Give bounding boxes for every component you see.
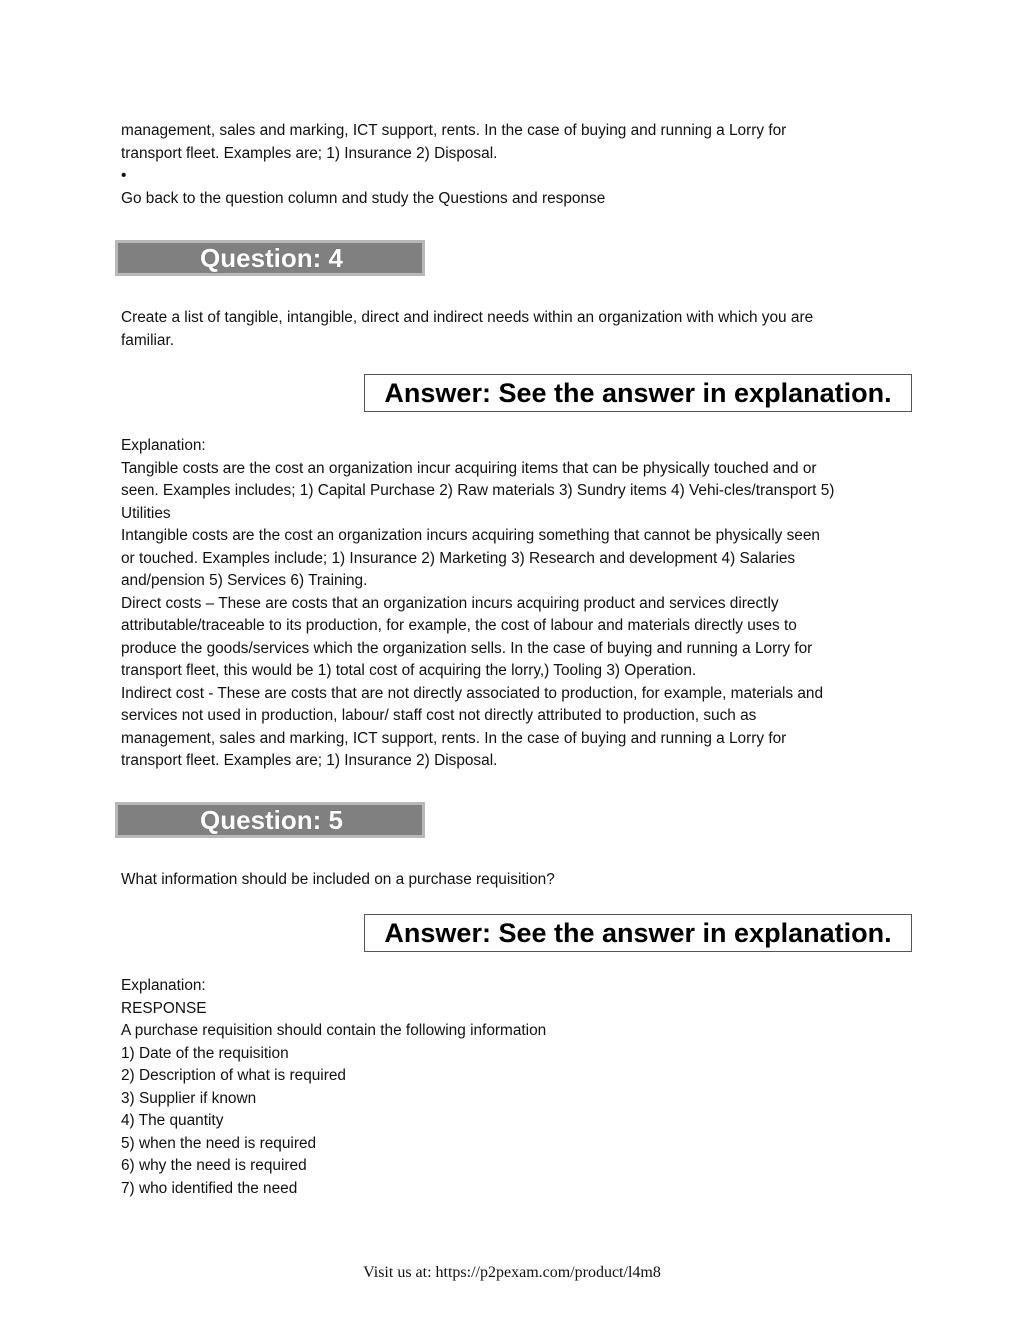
text-line: Utilities — [121, 504, 171, 522]
question-5-answer-box: Answer: See the answer in explanation. — [364, 914, 912, 952]
list-item: 5) when the need is required — [121, 1134, 317, 1152]
list-item: 1) Date of the requisition — [121, 1044, 289, 1062]
text-line: and/pension 5) Services 6) Training. — [121, 572, 368, 589]
text-line: produce the goods/services which the organization sells. In the case of buying and running a Lorry for — [121, 639, 813, 657]
text-line: Intangible costs are the cost an organization incurs acquiring something that cannot be physically seen — [121, 527, 820, 544]
question-5-banner: Question: 5 — [115, 802, 425, 838]
text-line: What information should be included on a purchase requisition? — [121, 871, 555, 888]
list-item: 2) Description of what is required — [121, 1067, 346, 1084]
list-item: 7) who identified the need — [121, 1179, 298, 1197]
text-line: transport fleet. Examples are; 1) Insurance 2) Disposal. — [121, 752, 498, 769]
text-line: attributable/traceable to its production, for example, the cost of labour and materials directly uses to — [121, 617, 797, 634]
text-line: transport fleet. Examples are; 1) Insurance 2) Disposal. — [121, 144, 498, 162]
question-4-banner: Question: 4 — [115, 240, 425, 276]
text-line: transport fleet, this would be 1) total cost of acquiring the lorry,) Tooling 3) Operation. — [121, 662, 697, 679]
question-4-text — [121, 307, 906, 352]
text-line: familiar. — [121, 331, 175, 349]
text-line: management, sales and marking, ICT support, rents. In the case of buying and running a Lorry for — [121, 729, 787, 747]
text-line: Create a list of tangible, intangible, direct and indirect needs within an organization with which you are — [121, 309, 814, 326]
question-4-explanation — [121, 435, 906, 773]
text-line: Indirect cost - These are costs that are not directly associated to production, for example, materials and — [121, 684, 824, 702]
text-line: Direct costs – These are costs that an organization incurs acquiring product and services directly — [121, 594, 779, 612]
question-4-answer-box: Answer: See the answer in explanation. — [364, 374, 912, 412]
text-line: services not used in production, labour/ staff cost not directly attributed to production, such as — [121, 707, 757, 724]
question-5-explanation — [121, 975, 906, 1200]
text-line: management, sales and marking, ICT support, rents. In the case of buying and running a Lorry for — [121, 122, 787, 139]
text-line: seen. Examples includes; 1) Capital Purchase 2) Raw materials 3) Sundry items 4) Vehi-cles/transport 5) — [121, 482, 835, 499]
explanation-label: Explanation: — [121, 977, 206, 994]
list-item: 3) Supplier if known — [121, 1089, 257, 1107]
explanation-label: Explanation: — [121, 437, 206, 454]
question-5-text — [121, 869, 906, 892]
text-line: or touched. Examples include; 1) Insurance 2) Marketing 3) Research and development 4) Salaries — [121, 549, 796, 567]
list-item: 4) The quantity — [121, 1112, 224, 1129]
footer-visit-link[interactable]: Visit us at: https://p2pexam.com/product/l4m8 — [363, 1264, 661, 1281]
continued-explanation — [121, 120, 906, 210]
list-item: 6) why the need is required — [121, 1157, 307, 1174]
text-line: A purchase requisition should contain the following information — [121, 1022, 547, 1039]
text-line: Tangible costs are the cost an organization incur acquiring items that can be physically touched and or — [121, 459, 817, 477]
text-line: Go back to the question column and study the Questions and response — [121, 189, 606, 207]
bullet-marker: • — [121, 167, 127, 184]
text-line: RESPONSE — [121, 999, 207, 1017]
